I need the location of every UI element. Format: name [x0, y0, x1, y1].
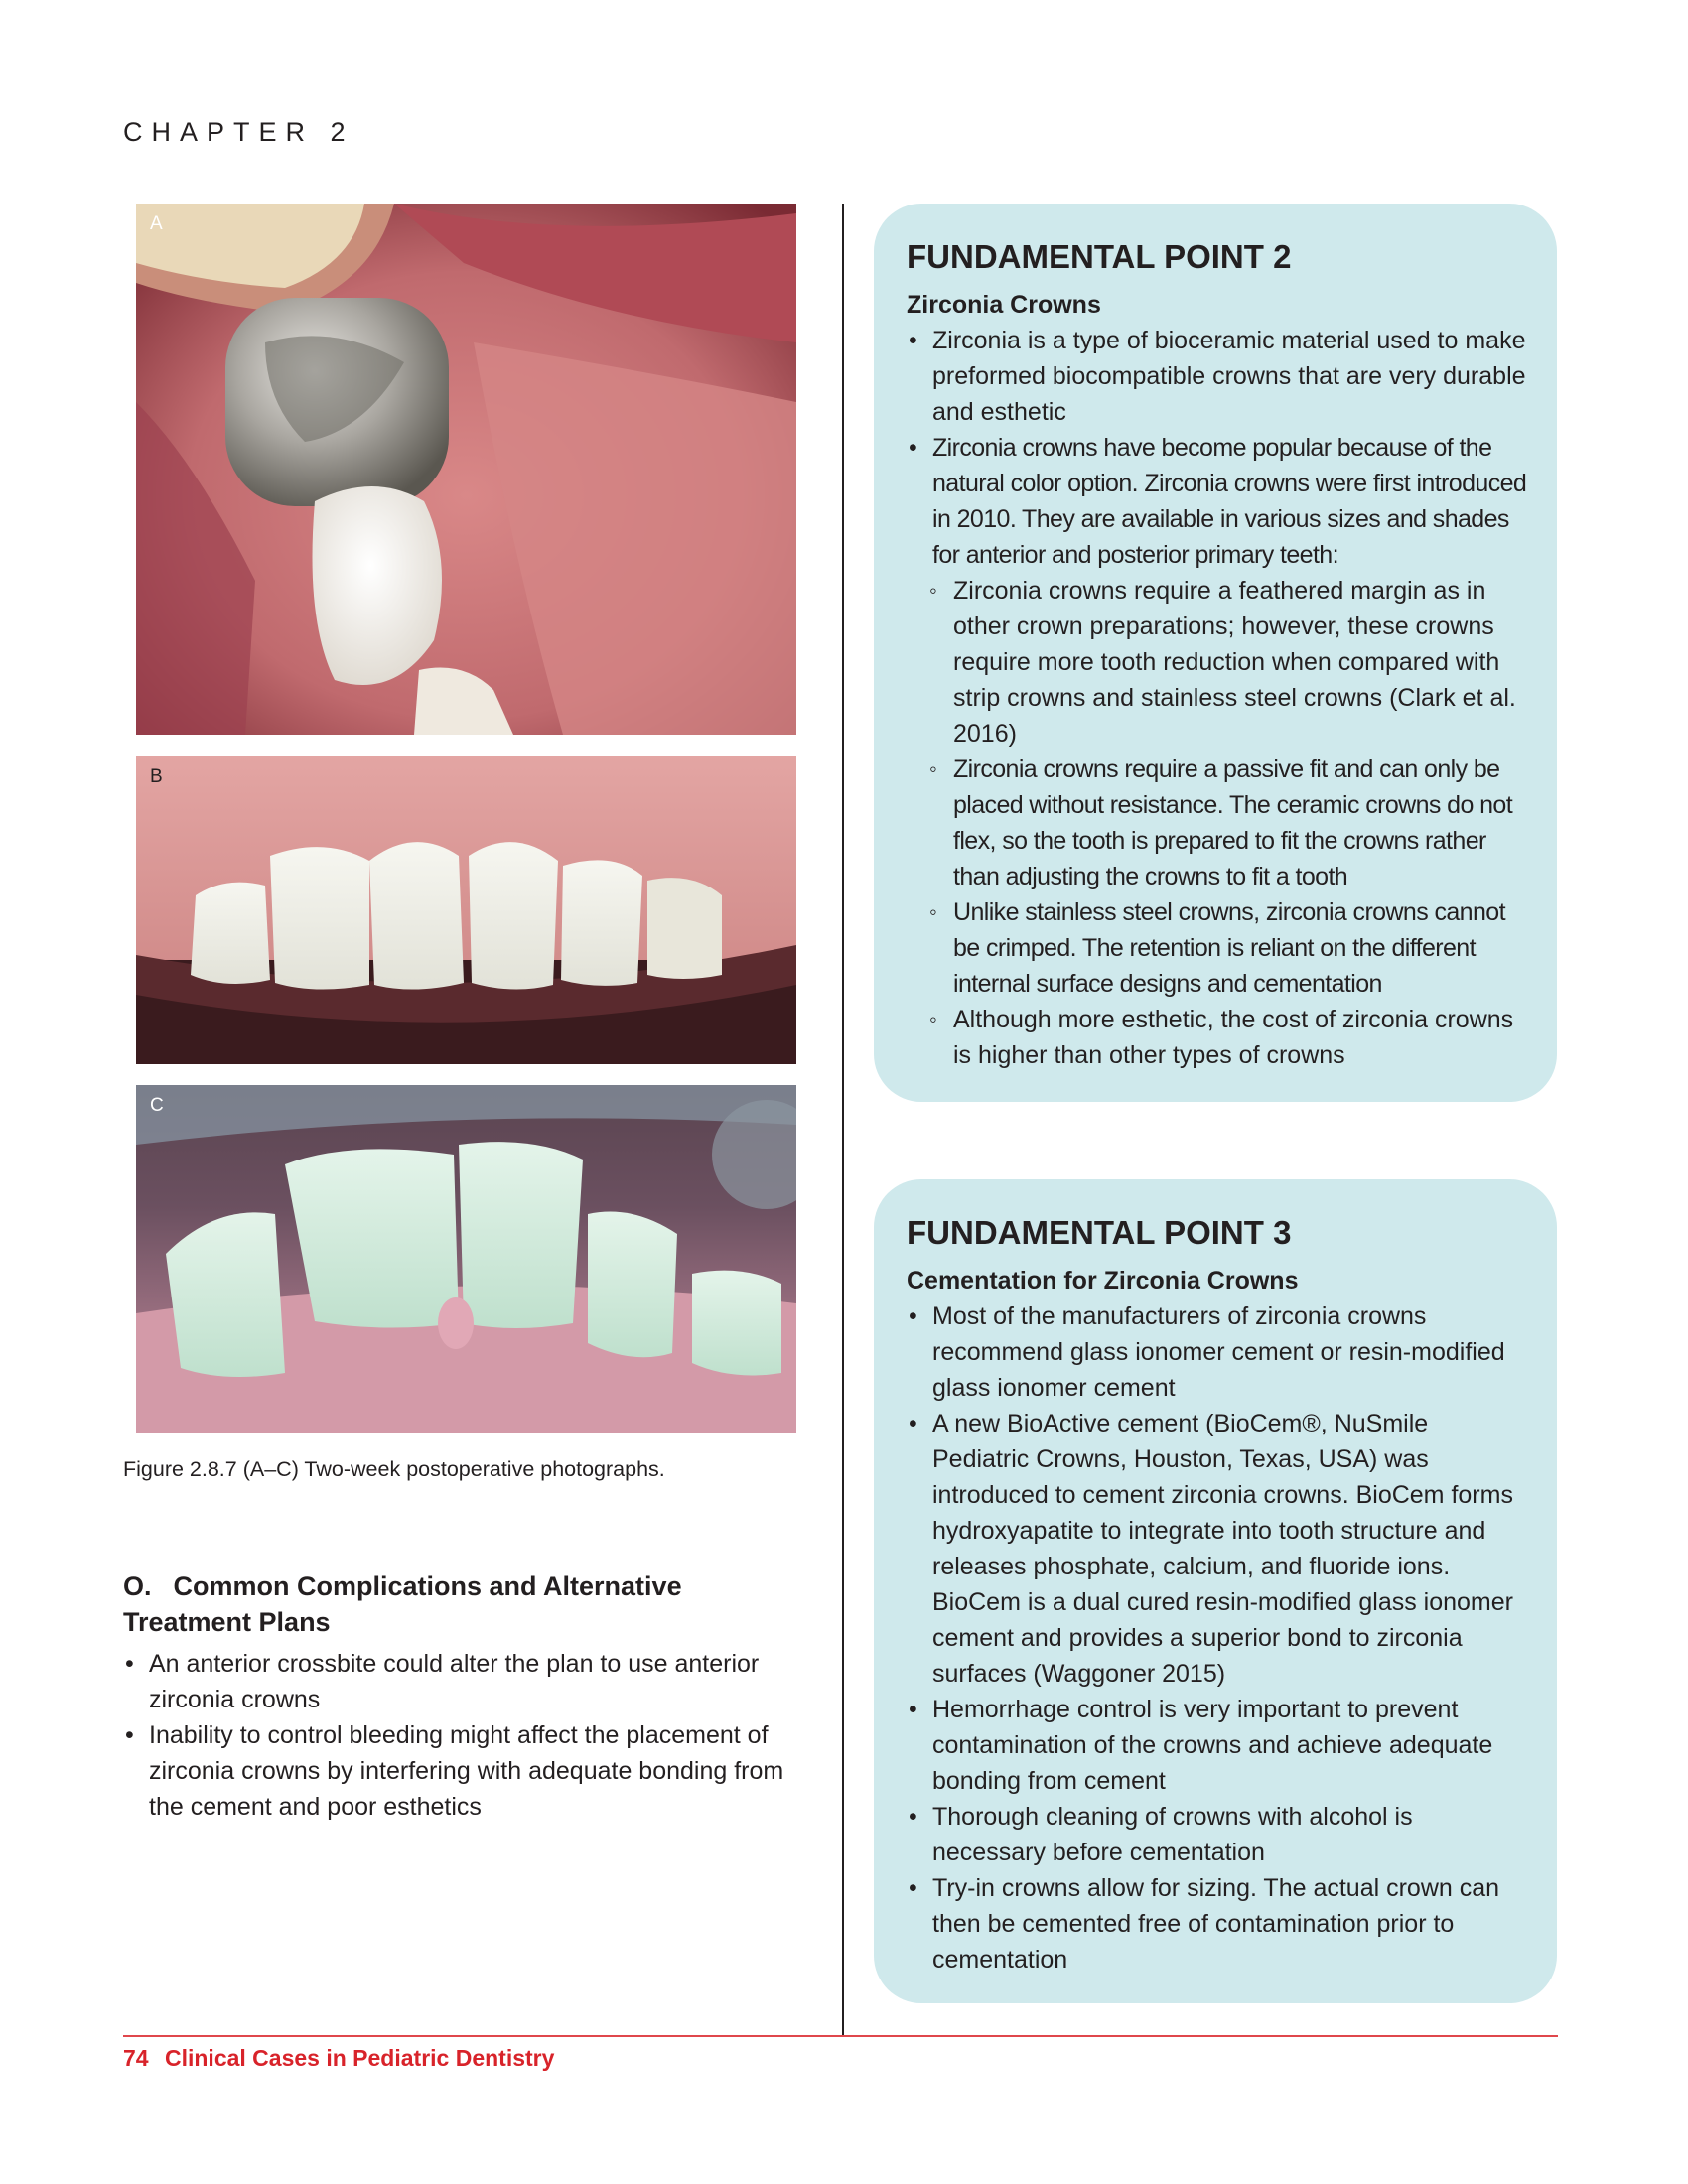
- list-item: • Thorough cleaning of crowns with alcohol is necessary before cementation: [907, 1799, 1531, 1870]
- fundamental-point-2-box: [874, 204, 1557, 1102]
- fp2-sublist: [907, 573, 1531, 1073]
- figure-photo-c: [136, 1085, 796, 1433]
- list-item: • Try-in crowns allow for sizing. The actual crown can then be cemented free of contamination prior to cementation: [907, 1870, 1531, 1978]
- list-item: • An anterior crossbite could alter the plan to use anterior zirconia crowns: [123, 1646, 798, 1717]
- figure-photo-a: [136, 204, 796, 735]
- page-footer: [123, 2045, 554, 2072]
- list-item: • Inability to control bleeding might affect the placement of zirconia crowns by interfering with adequate bonding from the cement and poor esthetics: [123, 1717, 798, 1825]
- fp3-list: [907, 1298, 1531, 1978]
- fp2-subtitle: Zirconia Crowns: [907, 291, 1101, 319]
- column-divider: [842, 204, 844, 2035]
- fp2-title: FUNDAMENTAL POINT 2: [907, 238, 1292, 275]
- book-title: Clinical Cases in Pediatric Dentistry: [164, 2045, 555, 2071]
- photo-label-a: A: [150, 213, 163, 234]
- list-item-text: Zirconia crowns have become popular because of the natural color option. Zirconia crowns were first introduced in 2010. They are available in various sizes and shades for anterior and posterior primary teeth:: [932, 434, 1527, 569]
- list-item: • Zirconia is a type of bioceramic material used to make preformed biocompatible crowns that are very durable and esthetic: [907, 323, 1531, 430]
- figure-caption: Figure 2.8.7 (A–C) Two-week postoperative photographs.: [123, 1457, 665, 1481]
- list-item: [907, 430, 1531, 573]
- section-heading: [123, 1569, 798, 1640]
- list-item: • Hemorrhage control is very important to prevent contamination of the crowns and achieve adequate bonding from cement: [907, 1692, 1531, 1799]
- sub-list-item: ◦ Zirconia crowns require a feathered margin as in other crown preparations; however, these crowns require more tooth reduction when compared with strip crowns and stainless steel crowns (Clark et al. 2016): [929, 573, 1531, 751]
- sub-list-item: ◦ Zirconia crowns require a passive fit and can only be placed without resistance. The ceramic crowns do not flex, so the tooth is prepared to fit the crowns rather than adjusting the crowns to fit a tooth: [929, 751, 1531, 894]
- section-letter: O.: [123, 1571, 152, 1601]
- fp3-subtitle: Cementation for Zirconia Crowns: [907, 1267, 1299, 1295]
- footer-rule: [123, 2035, 1558, 2037]
- photo-label-c: C: [150, 1095, 164, 1116]
- list-item: • Most of the manufacturers of zirconia crowns recommend glass ionomer cement or resin-modified glass ionomer cement: [907, 1298, 1531, 1406]
- photo-label-b: B: [150, 766, 163, 787]
- chapter-heading: CHAPTER 2: [123, 117, 354, 147]
- list-item: • A new BioActive cement (BioCem®, NuSmile Pediatric Crowns, Houston, Texas, USA) was introduced to cement zirconia crowns. BioCem forms hydroxyapatite to integrate into tooth structure and releases phosphate, calcium, and fluoride ions. BioCem is a dual cured resin-modified glass ionomer cement and provides a superior bond to zirconia surfaces (Waggoner 2015): [907, 1406, 1531, 1692]
- page-number: 74: [123, 2045, 149, 2071]
- fp3-title: FUNDAMENTAL POINT 3: [907, 1214, 1292, 1251]
- sub-list-item: ◦ Although more esthetic, the cost of zirconia crowns is higher than other types of crowns: [929, 1002, 1531, 1073]
- figure-photo-b: [136, 756, 796, 1064]
- sub-list-item: ◦ Unlike stainless steel crowns, zirconia crowns cannot be crimped. The retention is reliant on the different internal surface designs and cementation: [929, 894, 1531, 1002]
- fundamental-point-3-box: [874, 1179, 1557, 2003]
- fp2-list: [907, 323, 1531, 573]
- section-common-complications: [123, 1569, 798, 1825]
- complications-list: [123, 1646, 798, 1825]
- section-title: Common Complications and Alternative Treatment Plans: [123, 1571, 682, 1637]
